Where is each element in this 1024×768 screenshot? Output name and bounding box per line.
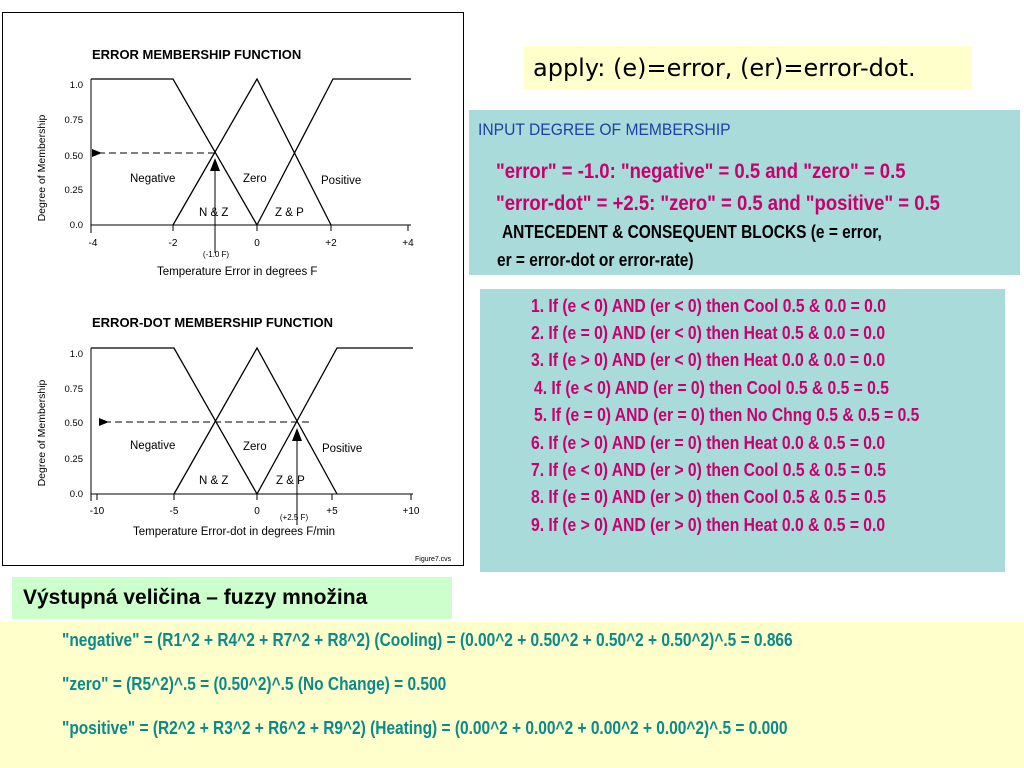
error-positive-curve — [257, 79, 411, 225]
error-chart-title: ERROR MEMBERSHIP FUNCTION — [92, 47, 302, 62]
error-rate-note: er = error-dot or error-rate) — [497, 250, 694, 270]
error-input-marker-label: (-1.0 F) — [202, 250, 230, 259]
input-degree-title: INPUT DEGREE OF MEMBERSHIP — [478, 120, 731, 139]
error-degree-line: "error" = -1.0: "negative" = 0.5 and "zero" = 0.5 — [496, 160, 906, 183]
rule-item: 9. If (e > 0) AND (er > 0) then Heat 0.0 & 0.5 = 0.0 — [531, 515, 886, 535]
error-chart-xlabel: Temperature Error in degrees F — [157, 266, 318, 278]
output-positive-line: "positive" = (R2^2 + R3^2 + R6^2 + R9^2) (Heating) = (0.00^2 + 0.00^2 + 0.00^2 + 0.00^2)^.5 = 0.000 — [62, 718, 788, 738]
errordot-input-arrowhead — [292, 428, 302, 441]
error-zero-label: Zero — [243, 173, 267, 185]
errordot-x-tick: +10 — [402, 506, 420, 517]
errordot-y-tick: 0.75 — [64, 384, 83, 395]
rules-panel — [480, 289, 1005, 572]
error-input-arrowhead — [210, 158, 220, 171]
error-x-tick: 0 — [254, 238, 260, 249]
rule-item: 2. If (e = 0) AND (er < 0) then Heat 0.5 & 0.0 = 0.0 — [531, 323, 886, 343]
errordot-zero-label: Zero — [243, 441, 267, 453]
output-negative-line: "negative" = (R1^2 + R4^2 + R7^2 + R8^2) (Cooling) = (0.00^2 + 0.50^2 + 0.50^2 + 0.50^2)^.5 = 0.866 — [62, 630, 793, 650]
error-x-tick: +2 — [325, 238, 337, 249]
error-y-tick: 0.75 — [64, 115, 83, 126]
errordot-y-tick: 1.0 — [69, 349, 83, 360]
errordot-x-tick: +5 — [326, 506, 338, 517]
errordot-input-marker-label: (+2.5 F) — [279, 513, 309, 522]
error-chart-ylabel: Degree of Membership — [36, 114, 48, 222]
errordot-chart-ylabel: Degree of Membership — [36, 379, 48, 487]
rule-item: 8. If (e = 0) AND (er > 0) then Cool 0.5 & 0.5 = 0.5 — [531, 487, 886, 507]
output-zero-line: "zero" = (R5^2)^.5 = (0.50^2)^.5 (No Change) = 0.500 — [62, 674, 447, 694]
rule-item: 6. If (e > 0) AND (er = 0) then Heat 0.0 & 0.5 = 0.0 — [531, 433, 886, 453]
membership-figure — [2, 12, 464, 566]
errordot-positive-label: Positive — [322, 443, 363, 455]
error-x-tick: -4 — [88, 238, 98, 249]
membership-diagrams — [3, 13, 465, 567]
error-y-tick: 0.50 — [64, 151, 83, 162]
error-y-tick: 0.25 — [64, 185, 83, 196]
errordot-y-tick: 0.0 — [69, 489, 83, 500]
error-zp-label: Z & P — [275, 207, 304, 219]
error-negative-curve — [91, 79, 257, 225]
errordot-chart-xlabel: Temperature Error-dot in degrees F/min — [133, 526, 335, 538]
errordot-negative-curve — [91, 348, 257, 494]
error-x-tick: +4 — [402, 238, 414, 249]
errordot-y-tick: 0.25 — [64, 454, 83, 465]
errordot-x-tick: -5 — [169, 506, 179, 517]
errordot-positive-curve — [257, 348, 413, 494]
errordot-zp-label: Z & P — [276, 475, 305, 487]
error-nz-label: N & Z — [199, 207, 229, 219]
errordot-x-tick: 0 — [254, 506, 260, 517]
output-heading: Výstupná veličina – fuzzy množina — [12, 577, 452, 619]
errordot-chart-title: ERROR-DOT MEMBERSHIP FUNCTION — [92, 315, 333, 330]
rule-item: 3. If (e > 0) AND (er < 0) then Heat 0.0 & 0.0 = 0.0 — [531, 350, 886, 370]
error-zero-curve — [173, 79, 331, 225]
rule-item: 4. If (e < 0) AND (er = 0) then Cool 0.5 & 0.5 = 0.5 — [534, 378, 889, 398]
errordot-negative-label: Negative — [130, 440, 176, 452]
errordot-zero-curve — [174, 348, 337, 494]
output-panel — [0, 622, 1024, 768]
figure-caption: Figure7.cvs — [415, 556, 452, 563]
error-positive-label: Positive — [321, 175, 362, 187]
errordot-x-tick: -10 — [89, 506, 105, 517]
error-y-tick: 0.0 — [69, 220, 83, 231]
error-negative-label: Negative — [130, 173, 176, 185]
rule-item: 5. If (e = 0) AND (er = 0) then No Chng 0.5 & 0.5 = 0.5 — [534, 405, 920, 425]
rule-item: 7. If (e < 0) AND (er > 0) then Cool 0.5 & 0.5 = 0.5 — [531, 460, 886, 480]
error-y-tick: 1.0 — [69, 80, 83, 91]
apply-note: apply: (e)=error, (er)=error-dot. — [524, 46, 972, 90]
antecedent-heading: ANTECEDENT & CONSEQUENT BLOCKS (e = error, — [502, 222, 882, 242]
errordot-y-tick: 0.50 — [64, 418, 83, 429]
errordot-nz-label: N & Z — [199, 475, 229, 487]
rule-item: 1. If (e < 0) AND (er < 0) then Cool 0.5 & 0.0 = 0.0 — [531, 296, 886, 316]
error-x-tick: -2 — [168, 238, 178, 249]
errordot-degree-line: "error-dot" = +2.5: "zero" = 0.5 and "positive" = 0.5 — [496, 192, 940, 215]
